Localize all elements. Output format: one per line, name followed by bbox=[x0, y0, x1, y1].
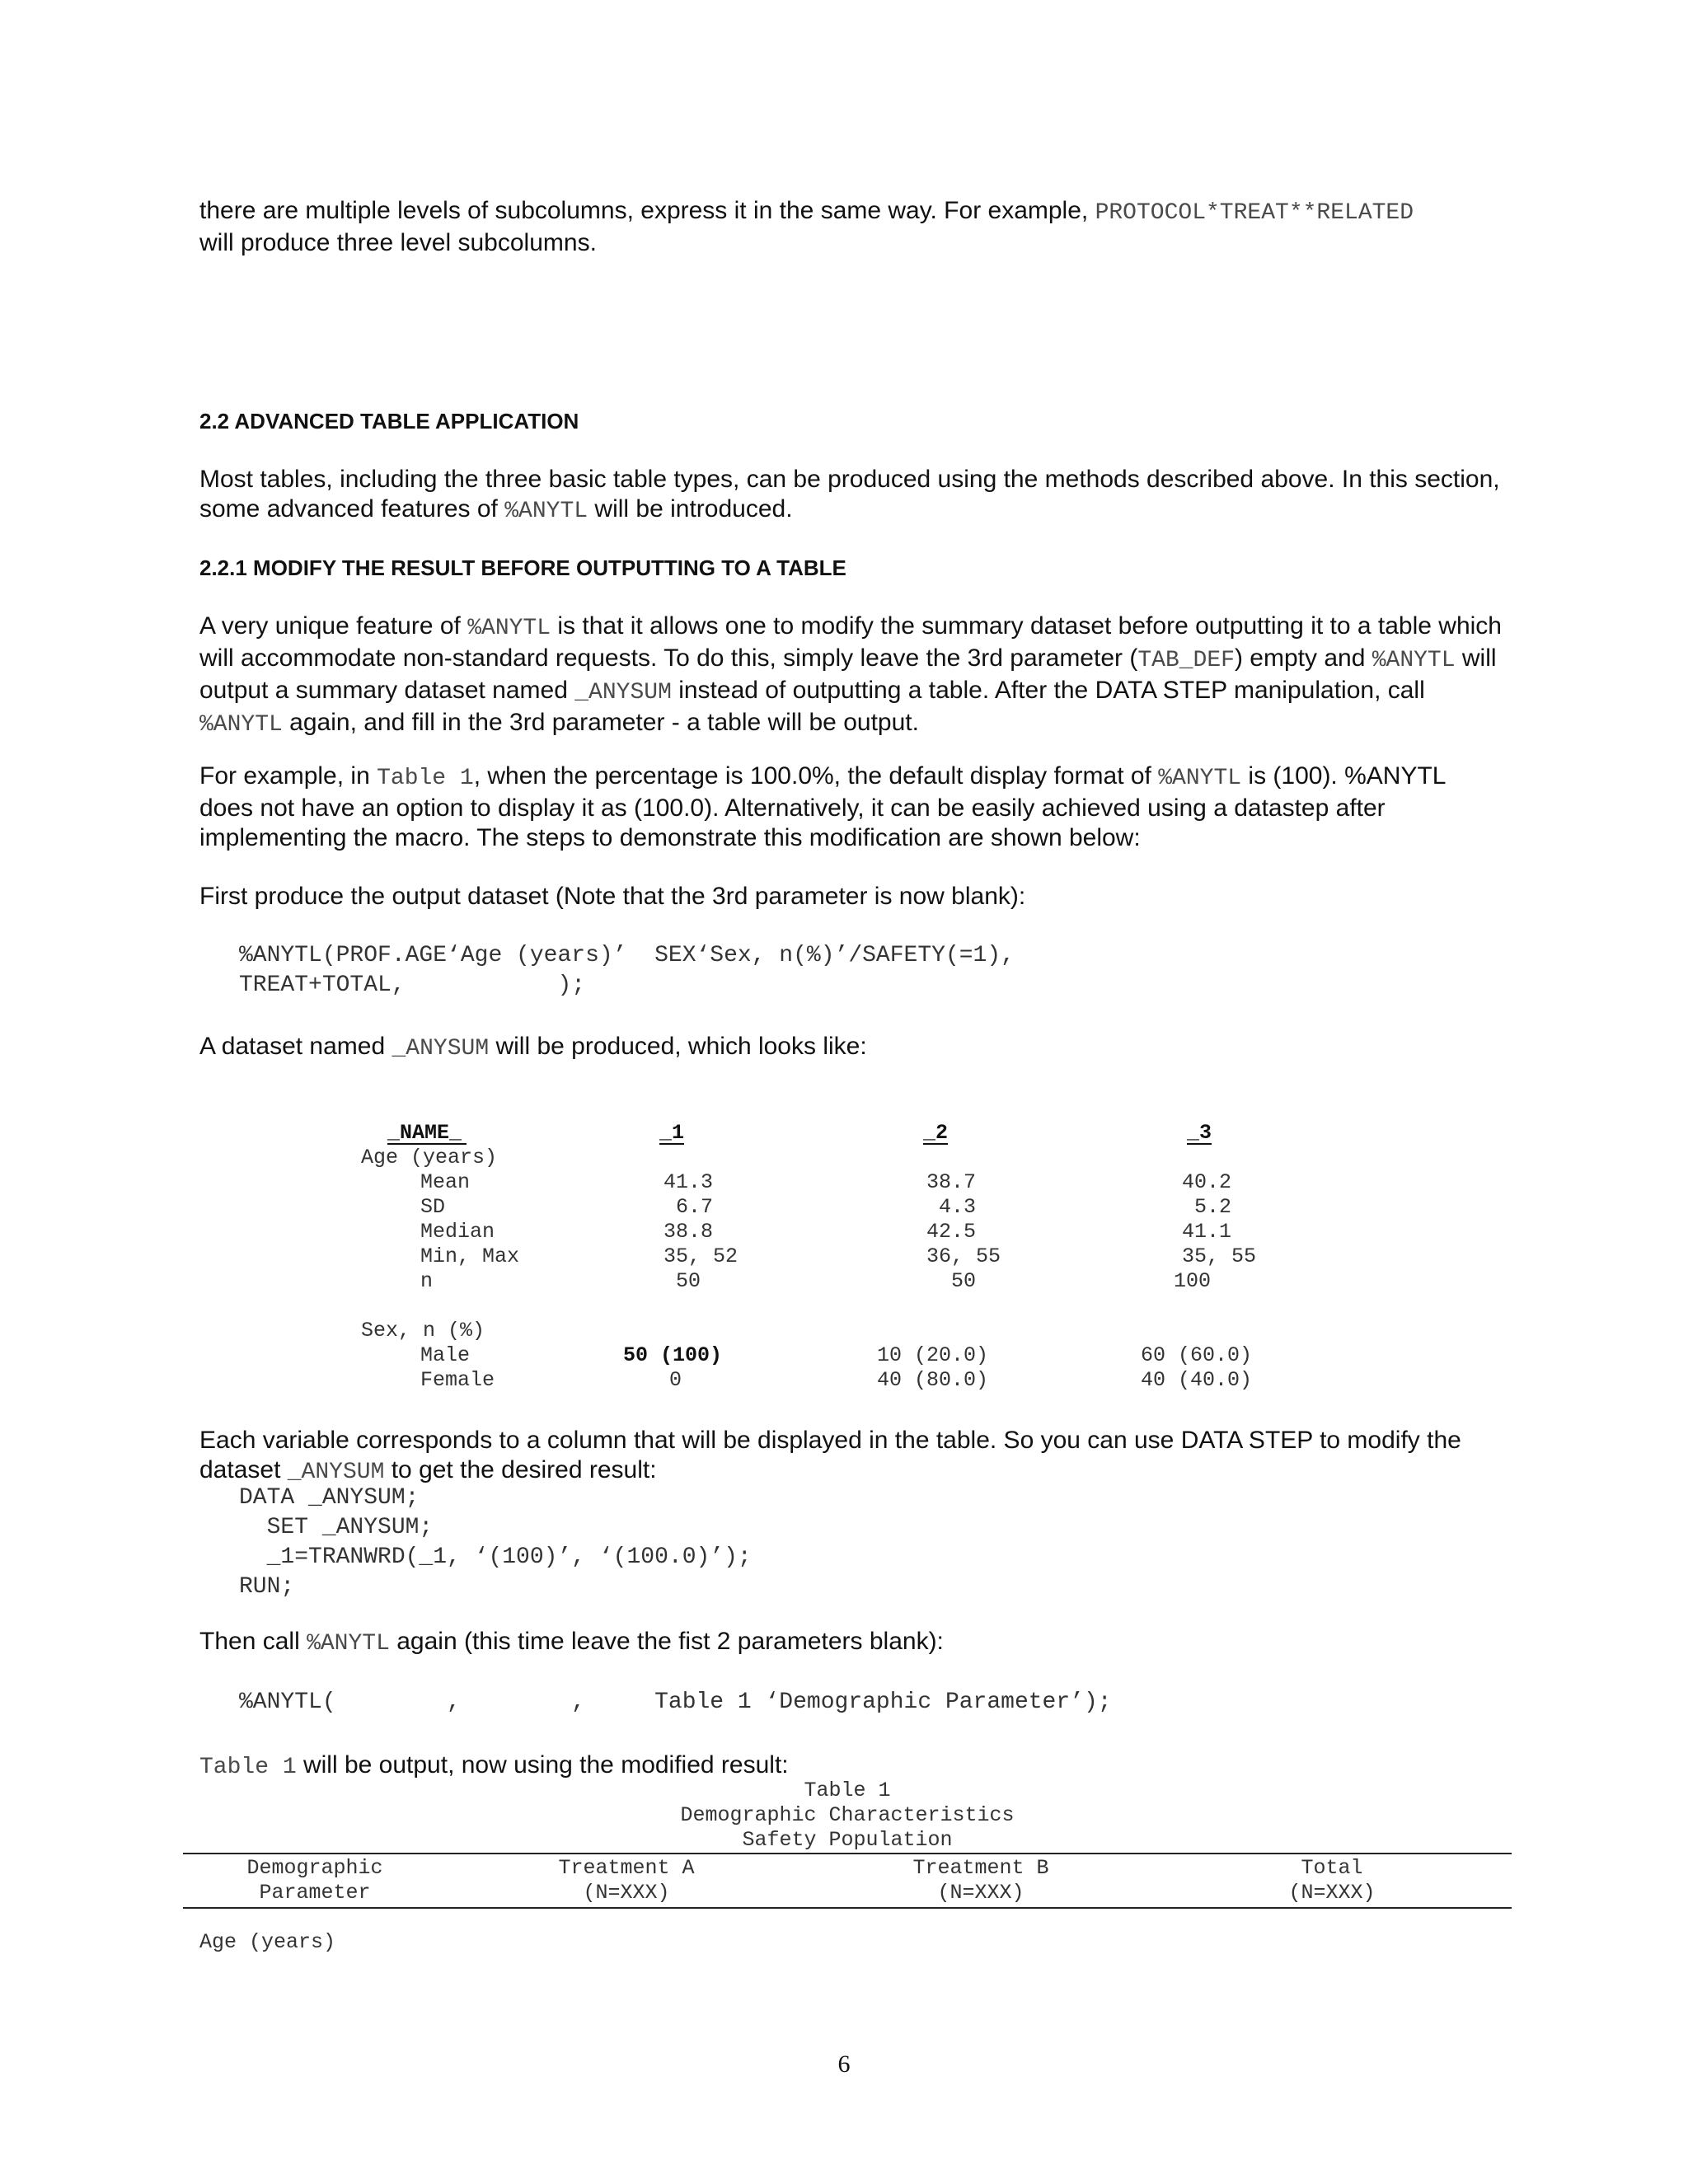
dataset-header: _2 bbox=[923, 1121, 949, 1145]
column-header-line: Treatment B bbox=[912, 1856, 1049, 1880]
inline-code: %ANYTL bbox=[1372, 648, 1456, 673]
dataset-cell: 50 bbox=[676, 1269, 701, 1293]
text-run: will be output, now using the modified result: bbox=[296, 1751, 789, 1779]
inline-code: _ANYSUM bbox=[392, 1036, 490, 1062]
table-column-header bbox=[1200, 1856, 1464, 1905]
table-population: Safety Population bbox=[742, 1828, 953, 1852]
inline-code: %ANYTL bbox=[307, 1631, 390, 1657]
dataset-cell: 10 (20.0) bbox=[877, 1343, 989, 1367]
text-run: will output a summary dataset named bbox=[199, 644, 1497, 704]
intro-code: PROTOCOL*TREAT**RELATED bbox=[1095, 200, 1414, 226]
inline-code: _ANYSUM bbox=[574, 680, 672, 705]
table-subtitle: Demographic Characteristics bbox=[680, 1803, 1015, 1827]
inline-code: %ANYTL bbox=[504, 499, 588, 524]
dataset-cell: 35, 55 bbox=[1182, 1244, 1257, 1268]
table-top-rule bbox=[183, 1853, 1512, 1854]
inline-code: TAB_DEF bbox=[1137, 648, 1235, 673]
table-column-header bbox=[495, 1856, 758, 1905]
dataset-cell: 38.7 bbox=[926, 1170, 977, 1194]
dataset-cell: 50 bbox=[951, 1269, 977, 1293]
text-run: , when the percentage is 100.0%, the default display format of bbox=[473, 762, 1159, 790]
text-run: For example, in bbox=[199, 762, 377, 790]
dataset-group-label: Age (years) bbox=[361, 1146, 498, 1169]
dataset-row-label: n bbox=[420, 1269, 434, 1293]
dataset-cell: 35, 52 bbox=[663, 1244, 738, 1268]
column-header-line: Treatment A bbox=[558, 1856, 695, 1880]
intro-text-2: will produce three level subcolumns. bbox=[199, 229, 597, 256]
modify-paragraph-2 bbox=[199, 1627, 1502, 1659]
text-run: ) empty and bbox=[1234, 644, 1372, 672]
table-first-row-label: Age (years) bbox=[199, 1930, 336, 1954]
dataset-cell: 100 bbox=[1174, 1269, 1212, 1293]
text-run: Then call bbox=[199, 1628, 307, 1655]
dataset-cell-modified: 50 (100) bbox=[623, 1343, 723, 1367]
table-column-header bbox=[849, 1856, 1113, 1905]
dataset-row-label: Median bbox=[420, 1220, 495, 1244]
column-header-line: (N=XXX) bbox=[937, 1881, 1025, 1905]
text-run: Most tables, including the three basic table types, can be produced using the methods described above. In this section, some advanced features of bbox=[199, 466, 1500, 523]
code-line: _1=TRANWRD(_1, ‘(100)’, ‘(100.0)’); bbox=[239, 1544, 752, 1570]
intro-text: there are multiple levels of subcolumns, express it in the same way. For example, bbox=[199, 197, 1095, 224]
inline-code: Table 1 bbox=[377, 766, 474, 791]
dataset-cell: 42.5 bbox=[926, 1220, 977, 1244]
code-line: RUN; bbox=[239, 1574, 295, 1600]
code-line: TREAT+TOTAL, ); bbox=[239, 972, 586, 998]
dataset-cell: 38.8 bbox=[663, 1220, 714, 1244]
inline-code: _ANYSUM bbox=[287, 1460, 385, 1485]
inline-code: Table 1 bbox=[199, 1755, 297, 1780]
modify-paragraph bbox=[199, 1426, 1502, 1488]
text-run: to get the desired result: bbox=[384, 1456, 657, 1483]
dataset-cell: 41.3 bbox=[663, 1170, 714, 1194]
text-run: will be introduced. bbox=[588, 495, 793, 523]
dataset-cell: 40 (40.0) bbox=[1141, 1368, 1253, 1392]
code-block-datastep bbox=[239, 1483, 752, 1602]
code-line: SET _ANYSUM; bbox=[239, 1515, 434, 1540]
dataset-cell: 4.3 bbox=[939, 1195, 977, 1219]
dataset-cell: 60 (60.0) bbox=[1141, 1343, 1253, 1367]
column-header-line: Demographic bbox=[246, 1856, 383, 1880]
text-run: again (this time leave the fist 2 parameters blank): bbox=[389, 1628, 944, 1655]
section-heading-2-2: 2.2 ADVANCED TABLE APPLICATION bbox=[199, 409, 579, 434]
column-header-line: Parameter bbox=[259, 1881, 371, 1905]
section-heading-2-2-1: 2.2.1 MODIFY THE RESULT BEFORE OUTPUTTING TO A TABLE bbox=[199, 555, 846, 580]
dataset-cell: 40.2 bbox=[1182, 1170, 1232, 1194]
table-column-header bbox=[183, 1856, 447, 1905]
table-title: Table 1 bbox=[804, 1779, 891, 1802]
dataset-row-label: SD bbox=[420, 1195, 446, 1219]
dataset-header: _NAME_ bbox=[387, 1121, 462, 1145]
inline-code: %ANYTL bbox=[1158, 766, 1242, 791]
dataset-group-label: Sex, n (%) bbox=[361, 1319, 485, 1343]
text-run: First produce the output dataset (Note that the 3rd parameter is now blank): bbox=[199, 883, 1026, 910]
text-run: Each variable corresponds to a column that will be displayed in the table. So you can use DATA STEP to modify the dataset bbox=[199, 1427, 1461, 1483]
dataset-cell: 0 bbox=[669, 1368, 682, 1392]
text-run: is (100). %ANYTL does not have an option to display it as (100.0). Alternatively, it can be easily achieved using a datastep after implementing the macro. The steps to demonstrate this modification are shown below: bbox=[199, 762, 1446, 851]
dataset-header: _3 bbox=[1187, 1121, 1212, 1145]
table-header-rule bbox=[183, 1907, 1512, 1909]
text-run: is that it allows one to modify the summary dataset before outputting it to a table which will accommodate non-standard requests. To do this, simply leave the 3rd parameter ( bbox=[199, 612, 1502, 672]
code-line: %ANYTL(PROF.AGE‘Age (years)’ SEX‘Sex, n(%)’/SAFETY(=1), bbox=[239, 943, 1015, 968]
dataset-cell: 5.2 bbox=[1194, 1195, 1232, 1219]
column-header-line: (N=XXX) bbox=[583, 1881, 670, 1905]
dataset-cell: 36, 55 bbox=[926, 1244, 1001, 1268]
dataset-row-label: Female bbox=[420, 1368, 495, 1392]
inline-code: %ANYTL bbox=[199, 712, 283, 738]
dataset-header: _1 bbox=[659, 1121, 685, 1145]
inline-code: %ANYTL bbox=[467, 616, 551, 641]
dataset-row-label: Min, Max bbox=[420, 1244, 520, 1268]
column-header-line: Total bbox=[1301, 1856, 1363, 1880]
text-run: instead of outputting a table. After the DATA STEP manipulation, call bbox=[671, 677, 1425, 704]
dataset-cell: 6.7 bbox=[676, 1195, 714, 1219]
page-number: 6 bbox=[837, 2050, 851, 2078]
code-line: DATA _ANYSUM; bbox=[239, 1485, 420, 1511]
column-header-line: (N=XXX) bbox=[1288, 1881, 1376, 1905]
code-line: %ANYTL( , , Table 1 ‘Demographic Parameter’); bbox=[239, 1690, 1112, 1715]
dataset-cell: 41.1 bbox=[1182, 1220, 1232, 1244]
dataset-row-label: Mean bbox=[420, 1170, 471, 1194]
text-run: A dataset named bbox=[199, 1033, 392, 1060]
dataset-cell: 40 (80.0) bbox=[877, 1368, 989, 1392]
text-run: will be produced, which looks like: bbox=[489, 1033, 867, 1060]
code-block-2 bbox=[239, 1688, 1112, 1718]
dataset-row-label: Male bbox=[420, 1343, 471, 1367]
text-run: again, and fill in the 3rd parameter - a table will be output. bbox=[282, 709, 919, 736]
text-run: A very unique feature of bbox=[199, 612, 468, 640]
